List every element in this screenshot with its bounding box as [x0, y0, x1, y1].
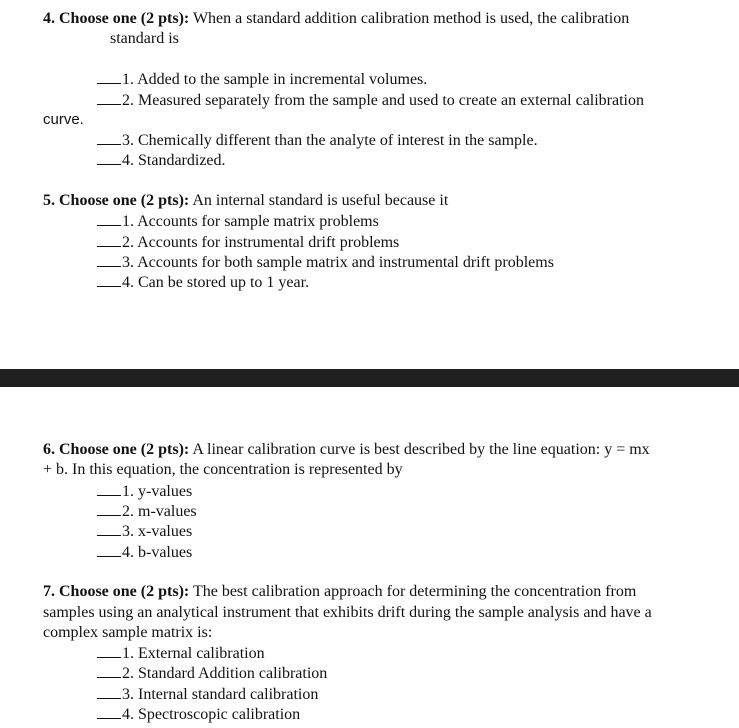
answer-option[interactable]: 4. Can be stored up to 1 year.: [97, 272, 309, 293]
answer-option[interactable]: 2. Measured separately from the sample and used to create an external calibration: [97, 90, 644, 111]
answer-option[interactable]: 1. External calibration: [97, 643, 265, 664]
answer-option[interactable]: 3. x-values: [97, 521, 192, 542]
answer-option[interactable]: 3. Accounts for both sample matrix and instrumental drift problems: [97, 252, 554, 273]
answer-option[interactable]: 4. Spectroscopic calibration: [97, 704, 300, 725]
answer-option[interactable]: 4. b-values: [97, 542, 192, 563]
question-stem-continued: + b. In this equation, the concentration is represented by: [43, 461, 403, 478]
question-stem-continued: complex sample matrix is:: [43, 624, 213, 641]
question-label: Choose one (2 pts):: [59, 192, 190, 209]
page-divider: [0, 369, 739, 387]
question-number: 4.: [43, 10, 55, 27]
answer-blank[interactable]: [97, 643, 121, 658]
question-number: 7.: [43, 583, 55, 600]
answer-blank[interactable]: [97, 521, 121, 536]
answer-blank[interactable]: [97, 704, 121, 719]
question-label: Choose one (2 pts):: [59, 441, 190, 458]
answer-option[interactable]: 1. y-values: [97, 481, 192, 502]
answer-blank[interactable]: [97, 69, 121, 84]
question-4-heading: [43, 9, 629, 29]
question-label: Choose one (2 pts):: [59, 10, 190, 27]
answer-blank[interactable]: [97, 542, 121, 557]
answer-option[interactable]: 2. m-values: [97, 501, 197, 522]
answer-option[interactable]: 3. Internal standard calibration: [97, 684, 318, 705]
question-number: 6.: [43, 441, 55, 458]
question-label: Choose one (2 pts):: [59, 583, 190, 600]
answer-blank[interactable]: [97, 252, 121, 267]
question-stem-continued: standard is: [110, 30, 179, 47]
question-stem: An internal standard is useful because it: [192, 192, 449, 209]
answer-blank[interactable]: [97, 501, 121, 516]
answer-blank[interactable]: [97, 211, 121, 226]
answer-blank[interactable]: [97, 663, 121, 678]
answer-blank[interactable]: [97, 130, 121, 145]
answer-blank[interactable]: [97, 481, 121, 496]
answer-blank[interactable]: [97, 272, 121, 287]
answer-option[interactable]: 2. Standard Addition calibration: [97, 663, 327, 684]
question-7-heading: [43, 582, 636, 602]
answer-option[interactable]: 4. Standardized.: [97, 150, 226, 171]
answer-option[interactable]: 1. Accounts for sample matrix problems: [97, 211, 379, 232]
question-number: 5.: [43, 192, 55, 209]
answer-option[interactable]: 2. Accounts for instrumental drift problems: [97, 232, 399, 253]
question-5-heading: [43, 191, 448, 211]
question-stem-continued: samples using an analytical instrument that exhibits drift during the sample analysis and have a: [43, 604, 652, 621]
answer-option[interactable]: 3. Chemically different than the analyte of interest in the sample.: [97, 130, 538, 151]
option-wrap-text: curve.: [43, 111, 84, 128]
answer-blank[interactable]: [97, 232, 121, 247]
answer-blank[interactable]: [97, 684, 121, 699]
question-6-heading: [43, 440, 650, 460]
answer-blank[interactable]: [97, 90, 121, 105]
question-stem: The best calibration approach for determining the concentration from: [192, 583, 637, 600]
answer-blank[interactable]: [97, 150, 121, 165]
answer-option[interactable]: 1. Added to the sample in incremental volumes.: [97, 69, 427, 90]
question-stem: A linear calibration curve is best described by the line equation: y = mx: [192, 441, 650, 458]
question-stem: When a standard addition calibration method is used, the calibration: [192, 10, 630, 27]
